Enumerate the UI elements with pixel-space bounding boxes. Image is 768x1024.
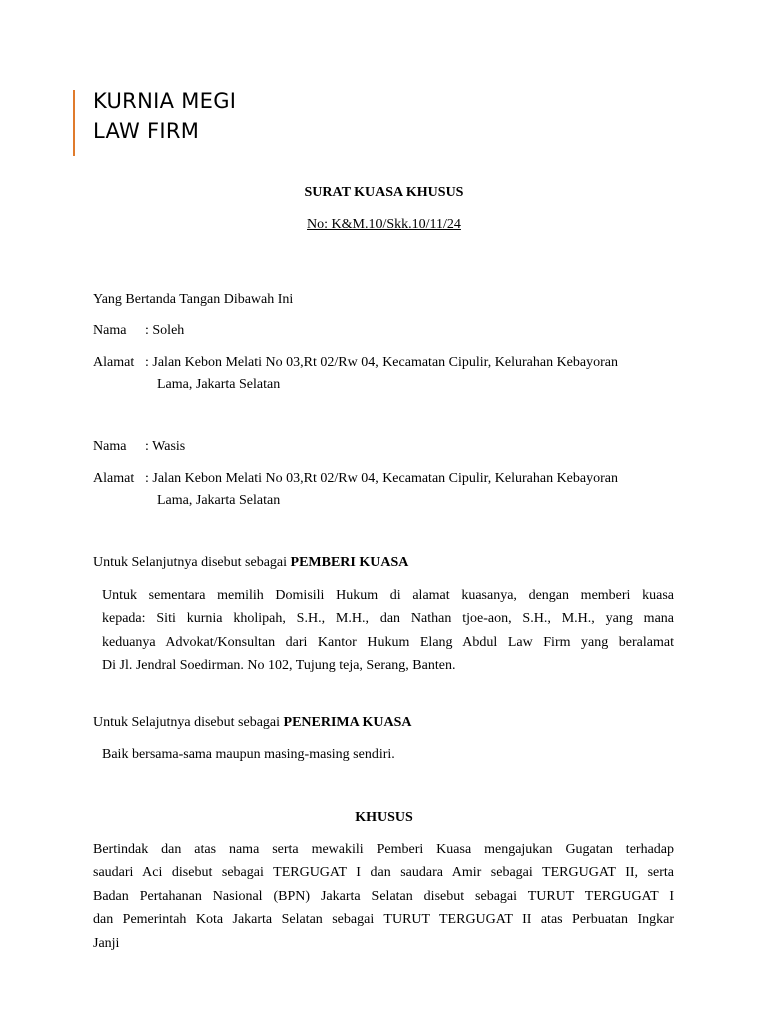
party1-name-value: : Soleh xyxy=(145,323,185,338)
grantor-body xyxy=(102,584,674,677)
party2-address-label: Alamat xyxy=(93,471,135,486)
grantee-prefix: Untuk Selajutnya disebut sebagai xyxy=(93,715,284,730)
party1-name-row xyxy=(93,320,683,342)
party2-address-value xyxy=(145,468,680,512)
grantee-bold-label: PENERIMA KUASA xyxy=(283,715,412,730)
intro-text: Yang Bertanda Tangan Dibawah Ini xyxy=(93,292,294,307)
grantor-body-line: Di Jl. Jendral Soedirman. No 102, Tujung teja, Serang, Banten. xyxy=(102,657,456,673)
grantor-body-line: Untuk sementara memilih Domisili Hukum di alamat kuasanya, dengan memberi kuasa xyxy=(102,588,674,603)
special-heading: KHUSUS xyxy=(355,810,413,825)
special-body-line: Janji xyxy=(93,935,120,951)
party2-name-row xyxy=(93,436,683,458)
party1-address-line1: : Jalan Kebon Melati No 03,Rt 02/Rw 04, Kecamatan Cipulir, Kelurahan Kebayoran xyxy=(145,355,618,370)
firm-name-line1: KURNIA MEGI xyxy=(93,89,237,113)
document-title: SURAT KUASA KHUSUS xyxy=(304,185,464,200)
party2-address-row xyxy=(93,468,683,512)
grantor-body-line: keduanya Advokat/Konsultan dari Kantor Hukum Elang Abdul Law Firm yang beralamat xyxy=(102,634,674,650)
special-body-line: Bertindak dan atas nama serta mewakili Pemberi Kuasa mengajukan Gugatan terhadap xyxy=(93,842,674,857)
party2-name-label: Nama xyxy=(93,439,127,454)
grantor-bold-label: PEMBERI KUASA xyxy=(290,555,409,570)
party2-address-line1: : Jalan Kebon Melati No 03,Rt 02/Rw 04, Kecamatan Cipulir, Kelurahan Kebayoran xyxy=(145,471,618,486)
party1-address-line2: Lama, Jakarta Selatan xyxy=(157,377,281,392)
grantee-body: Baik bersama-sama maupun masing-masing sendiri. xyxy=(102,747,395,762)
firm-name-line2: LAW FIRM xyxy=(93,119,200,143)
party1-name-label: Nama xyxy=(93,323,127,338)
document-number-wrap xyxy=(0,214,768,236)
party1-address-row xyxy=(93,352,683,396)
party2-name-value: : Wasis xyxy=(145,439,186,454)
grantor-body-line: kepada: Siti kurnia kholipah, S.H., M.H., dan Nathan tjoe-aon, S.H., M.H., yang mana xyxy=(102,611,674,627)
special-body-line: saudari Aci disebut sebagai TERGUGAT I dan saudara Amir sebagai TERGUGAT II, serta xyxy=(93,865,674,881)
party1-address-value xyxy=(145,352,680,396)
special-body-line: dan Pemerintah Kota Jakarta Selatan sebagai TURUT TERGUGAT II atas Perbuatan Ingkar xyxy=(93,912,674,928)
header-accent-bar xyxy=(73,90,75,156)
special-body xyxy=(93,838,674,955)
special-body-line: Badan Pertahanan Nasional (BPN) Jakarta Selatan disebut sebagai TURUT TERGUGAT I xyxy=(93,888,674,904)
document-number: No: K&M.10/Skk.10/11/24 xyxy=(307,217,461,232)
grantee-heading xyxy=(93,712,412,734)
party1-address-label: Alamat xyxy=(93,355,135,370)
party2-address-line2: Lama, Jakarta Selatan xyxy=(157,493,281,508)
grantor-heading xyxy=(93,552,408,574)
grantor-prefix: Untuk Selanjutnya disebut sebagai xyxy=(93,555,291,570)
